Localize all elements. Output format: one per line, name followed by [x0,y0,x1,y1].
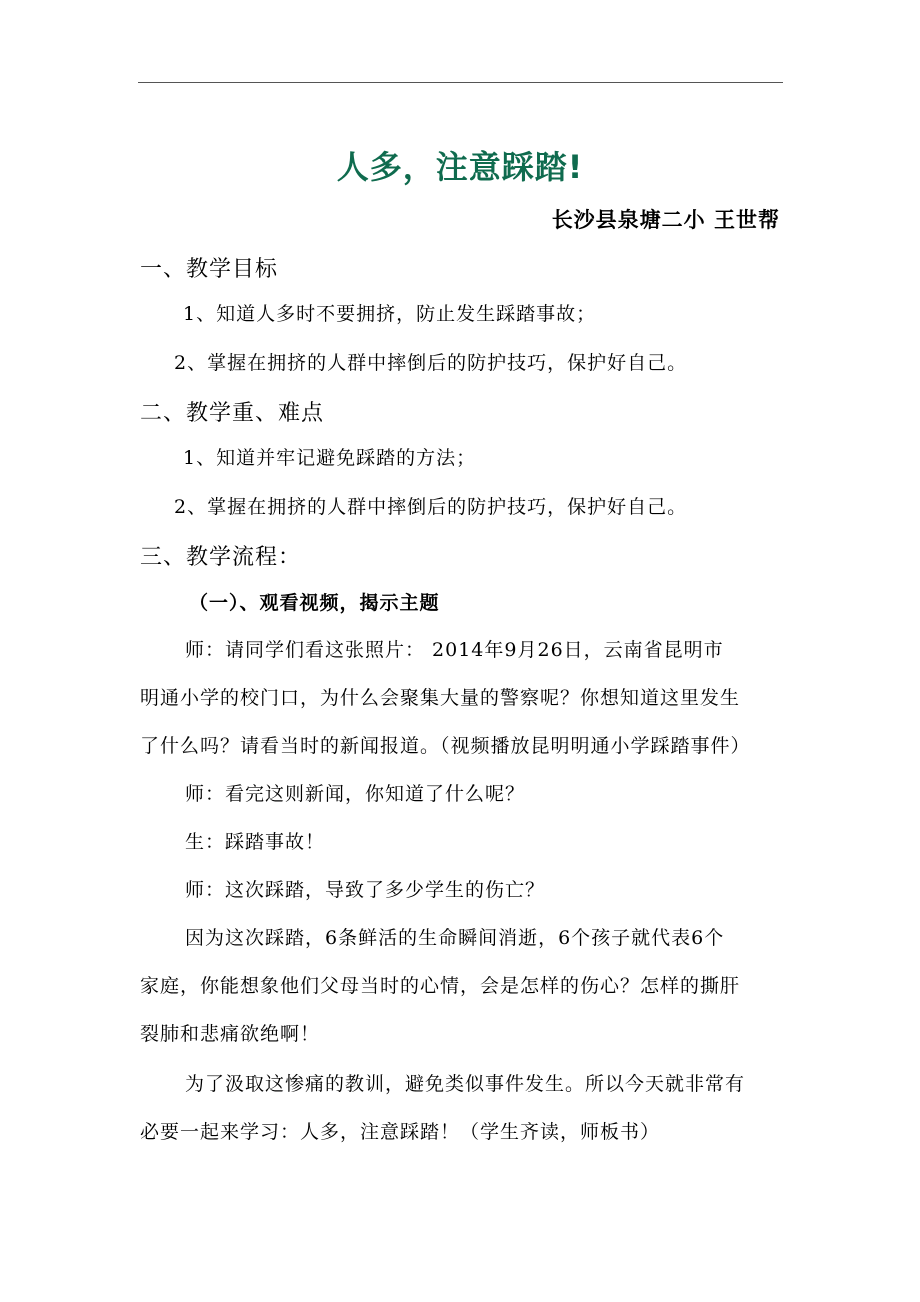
paragraph-line: 裂肺和悲痛欲绝啊！ [140,1023,321,1045]
process-sub-heading: （一）、观看视频，揭示主题 [189,592,440,614]
section-heading-key-points: 二、教学重、难点 [140,401,325,426]
author-line: 长沙县泉塘二小 王世帮 [551,207,780,232]
paragraph-line: 师：看完这则新闻，你知道了什么呢？ [185,783,526,805]
paragraph-line: 师：这次踩踏，导致了多少学生的伤亡？ [185,879,546,901]
goal-item-2: 2、掌握在拥挤的人群中摔倒后的防护技巧，保护好自己。 [174,352,688,374]
paragraph-line: 生：踩踏事故！ [185,831,326,853]
paragraph-line: 为了汲取这惨痛的教训，避免类似事件发生。所以今天就非常有 [185,1073,746,1095]
section-heading-process: 三、教学流程： [140,545,302,570]
paragraph-line: 师：请同学们看这张照片： 2014年9月26日，云南省昆明市 [185,639,724,661]
paragraph-line: 家庭，你能想象他们父母当时的心情，会是怎样的伤心？怎样的撕肝 [140,975,741,997]
document-title: 人多，注意踩踏! [336,148,584,186]
paragraph-line: 因为这次踩踏，6条鲜活的生命瞬间消逝，6个孩子就代表6个 [185,927,725,949]
header-rule [138,82,783,83]
paragraph-line: 了什么吗？请看当时的新闻报道。（视频播放昆明明通小学踩踏事件） [140,735,751,757]
goal-item-1: 1、知道人多时不要拥挤，防止发生踩踏事故； [183,303,597,325]
paragraph-line: 明通小学的校门口，为什么会聚集大量的警察呢？你想知道这里发生 [140,687,741,709]
key-point-item-1: 1、知道并牢记避免踩踏的方法； [183,447,477,469]
paragraph-line: 必要一起来学习：人多，注意踩踏！（学生齐读，师板书） [140,1121,661,1143]
key-point-item-2: 2、掌握在拥挤的人群中摔倒后的防护技巧，保护好自己。 [174,496,688,518]
section-heading-goals: 一、教学目标 [140,257,279,282]
